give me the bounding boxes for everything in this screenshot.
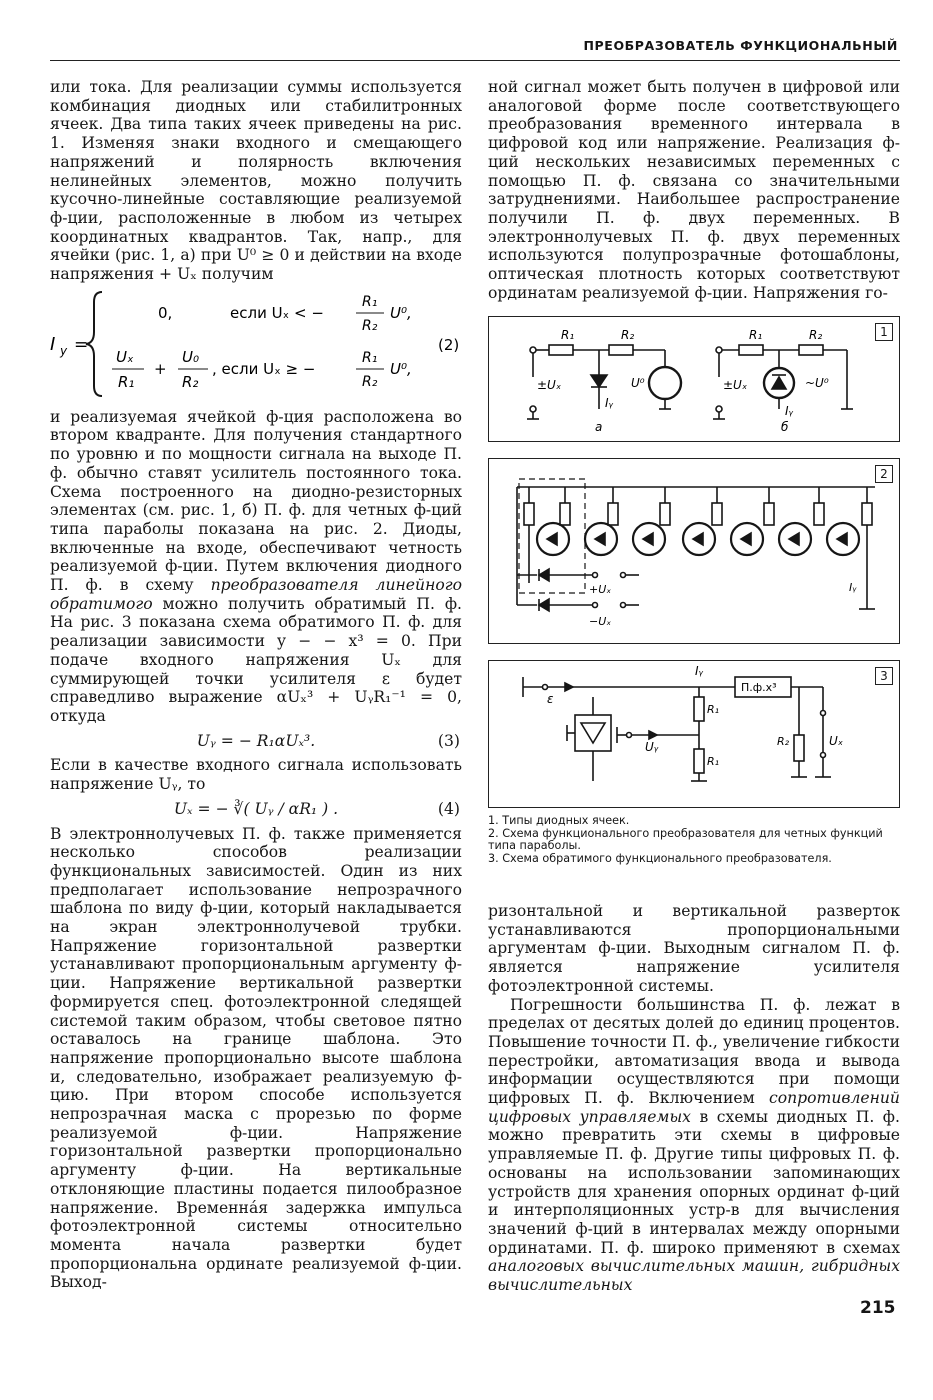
eq2-lhs-sub: y bbox=[60, 343, 68, 358]
figure-1 bbox=[488, 316, 900, 442]
eq2-plus: + bbox=[154, 359, 167, 378]
figure-3-circuit bbox=[489, 661, 897, 805]
header-rule bbox=[50, 60, 900, 61]
eq2-eq-sign: = bbox=[74, 334, 89, 355]
paragraph: или тока. Для реализации суммы используется комбинация диодных или стабилитронных ячеек. Два типа таких ячеек приведены на рис. 1. Изменяя знаки входного и смещающего напряжений и полярность включения нелинейных элементов, можно получить кусочно-линейные составляющие реализуемой ф-ции, расположенные в любом из четырех координатных квадрантов. Так, напр., для ячейки (рис. 1, а) при U⁰ ≥ 0 и действии на входе напряжения + Uₓ получим bbox=[50, 78, 462, 284]
equation-2 bbox=[50, 288, 462, 400]
eq2-case1-value: 0, bbox=[158, 303, 173, 322]
figure-3 bbox=[488, 660, 900, 808]
right-column-top bbox=[488, 78, 900, 302]
paragraph: В электроннолучевых П. ф. также применяется несколько способов реализации функциональных зависимостей. Один из них предполагает использование непрозрачного шаблона по виду ф-ции, который накладывается на экран электроннолучевой трубки. Напряжение горизонтальной развертки устанавливают пропорциональным аргументу ф-ции. Напряжение вертикальной развертки формируется спец. фотоэлектронной следящей системой таким образом, чтобы световое пятно оставалось на границе шаблона. Это напряжение пропорционально высоте шаблона и, следовательно, изображает реализуемую ф-цию. При втором способе используется непрозрачная маска с прорезью по форме реализуемой ф-ции. Напряжение горизонтальной развертки пропорционально аргументу ф-ции. На вертикальные отклоняющие пластины подается пилообразное напряжение. Временна́я задержка импульса фотоэлектронной системы относительно момента начала развертки будет пропорциональна ординате реализуемой ф-ции. Выход- bbox=[50, 824, 462, 1292]
paragraph: и реализуемая ячейкой ф-ция расположена во втором квадранте. Для получения стандартного по уровню и по мощности сигнала на выходе П. ф. обычно ставят усилитель постоянного тока. Схема построенного на диодно-резисторных элементах (см. рис. 1, б) П. ф. для четных ф-ций типа параболы показана на рис. 2. Диоды, включенные на входе, обеспечивают четность реализуемой ф-ции. Путем включения диодного П. ф. в схему преобразователя линейного обратимого можно получить обратимый П. ф. На рис. 3 показана схема обратимого П. ф. для реализации зависимости y − − x³ = 0. При подаче входного напряжения Uₓ для суммирующей точки усилителя ε будет справедливо выражение αUₓ³ + UᵧR₁⁻¹ = 0, откуда bbox=[50, 407, 462, 725]
fig1-r1b: R₁ bbox=[749, 328, 763, 342]
paragraph: ризонтальной и вертикальной разверток устанавливаются пропорциональными аргументам ф-ции. Выходным сигналом П. ф. является напряжение усилителя фотоэлектронной системы. bbox=[488, 902, 900, 995]
equation-number: (4) bbox=[437, 799, 460, 818]
paragraph: Погрешности большинства П. ф. лежат в пределах от десятых долей до единиц процентов. Повышение точности П. ф., увеличение гибкости перестройки, автоматизация ввода и вывода информации осуществляются при помощи цифровых П. ф. Включением сопротивлений цифровых управляемых в схемы диодных П. ф. можно превратить эти схемы в цифровые управляемые П. ф. Другие типы цифровых П. ф. основаны на использовании запоминающих устройств для хранения опорных ординат ф-ций и интерполяционных устр-в для вычисления значений ф-ций в интервалах между опорными ординатами. П. ф. широко применяют в схемах аналоговых вычислительных машин, гибридных вычислительных bbox=[488, 995, 900, 1295]
paragraph: Если в качестве входного сигнала использовать напряжение Uᵧ, то bbox=[50, 756, 462, 794]
running-header: ПРЕОБРАЗОВАТЕЛЬ ФУНКЦИОНАЛЬНЫЙ bbox=[583, 38, 898, 53]
paragraph: ной сигнал может быть получен в цифровой или аналоговой форме после соответствующего преобразования временного интервала в цифровой код или напряжение. Реализация ф-ций нескольких независимых переменных с помощью П. ф. связана со значительными затруднениями. Наибольшее распространение получили П. ф. двух переменных. В электроннолучевых П. ф. двух переменных используются полупрозрачные фотошаблоны, оптическая плотность которых соответствуют ординатам реализуемой ф-ции. Напряжения го- bbox=[488, 78, 900, 302]
eq2-frac3-den: R₂ bbox=[182, 372, 199, 391]
fig2-minus-ux: −Uₓ bbox=[589, 615, 612, 628]
fig1-iy-a: Iᵧ bbox=[605, 396, 614, 410]
eq2-frac1-den: R₂ bbox=[362, 317, 378, 334]
left-column bbox=[50, 78, 462, 1292]
eq2-frac1-num: R₁ bbox=[362, 293, 378, 310]
figure-number: 3 bbox=[875, 667, 893, 685]
fig3-r2: R₂ bbox=[777, 735, 790, 748]
fig2-iy: Iᵧ bbox=[849, 581, 857, 594]
eq2-u0: U⁰, bbox=[390, 303, 412, 322]
caption-2: 2. Схема функционального преобразователя для четных функций типа параболы. bbox=[488, 826, 883, 853]
fig3-uy: Uᵧ bbox=[645, 740, 659, 754]
figure-2-circuit bbox=[489, 459, 897, 641]
fig3-pf-box: П.ф.x³ bbox=[741, 681, 777, 694]
eq2-frac2-den: R₁ bbox=[118, 372, 135, 391]
equation-4: Uₓ = − ∛( Uᵧ / αR₁ ) . (4) bbox=[173, 799, 460, 818]
fig3-eps: ε bbox=[547, 692, 554, 706]
eq2-number: (2) bbox=[438, 335, 460, 354]
fig1-iy-b: Iᵧ bbox=[785, 404, 794, 418]
italic-term: сопротивлений цифровых управляемых bbox=[488, 1089, 900, 1126]
figure-1-circuit bbox=[489, 317, 897, 439]
eq2-case1-cond: если Uₓ < − bbox=[230, 303, 324, 322]
fig1-u0: U⁰ bbox=[631, 376, 645, 390]
caption-1: 1. Типы диодных ячеек. bbox=[488, 814, 630, 827]
fig2-plus-ux: +Uₓ bbox=[589, 583, 612, 596]
fig1-r2b: R₂ bbox=[809, 328, 823, 342]
eq2-lhs: I bbox=[50, 333, 56, 355]
eq2-u0-b: U⁰, bbox=[390, 359, 412, 378]
fig1-sub-b: б bbox=[781, 420, 789, 434]
eq2-frac3-num: U₀ bbox=[182, 347, 199, 366]
italic-term: аналоговых вычислительных машин, гибридных вычислительных bbox=[488, 1257, 900, 1295]
fig3-iy: Iᵧ bbox=[695, 664, 704, 678]
fig1-r1a: R₁ bbox=[561, 328, 575, 342]
fig1-ux-a: ±Uₓ bbox=[537, 378, 562, 392]
eq2-case2-cond: , если Uₓ ≥ − bbox=[212, 359, 316, 378]
right-column-bottom bbox=[488, 902, 900, 1295]
page-number: 215 bbox=[860, 1298, 896, 1318]
fig1-ux-b: ±Uₓ bbox=[723, 378, 748, 392]
eq2-frac4-den: R₂ bbox=[362, 373, 378, 390]
equation-number: (3) bbox=[437, 731, 460, 750]
figure-2 bbox=[488, 458, 900, 644]
figure-number: 2 bbox=[875, 465, 893, 483]
equation-2-graphic bbox=[50, 288, 462, 400]
fig3-r1a: R₁ bbox=[707, 703, 720, 716]
fig1-u0-b: ~U⁰ bbox=[805, 376, 829, 390]
eq2-frac4-num: R₁ bbox=[362, 349, 378, 366]
fig1-r2a: R₂ bbox=[621, 328, 635, 342]
italic-term: преобразователя линейного обратимого bbox=[50, 576, 462, 613]
eq2-frac2-num: Uₓ bbox=[116, 347, 134, 366]
fig3-ux: Uₓ bbox=[829, 734, 844, 748]
eq2-brace bbox=[86, 292, 102, 396]
fig1-sub-a: а bbox=[595, 420, 603, 434]
figure-captions bbox=[488, 815, 900, 865]
caption-3: 3. Схема обратимого функционального преобразователя. bbox=[488, 851, 832, 865]
figure-number: 1 bbox=[875, 323, 893, 341]
equation-3: Uᵧ = − R₁αUₓ³. (3) bbox=[196, 731, 460, 750]
fig3-r1b: R₁ bbox=[707, 755, 720, 768]
